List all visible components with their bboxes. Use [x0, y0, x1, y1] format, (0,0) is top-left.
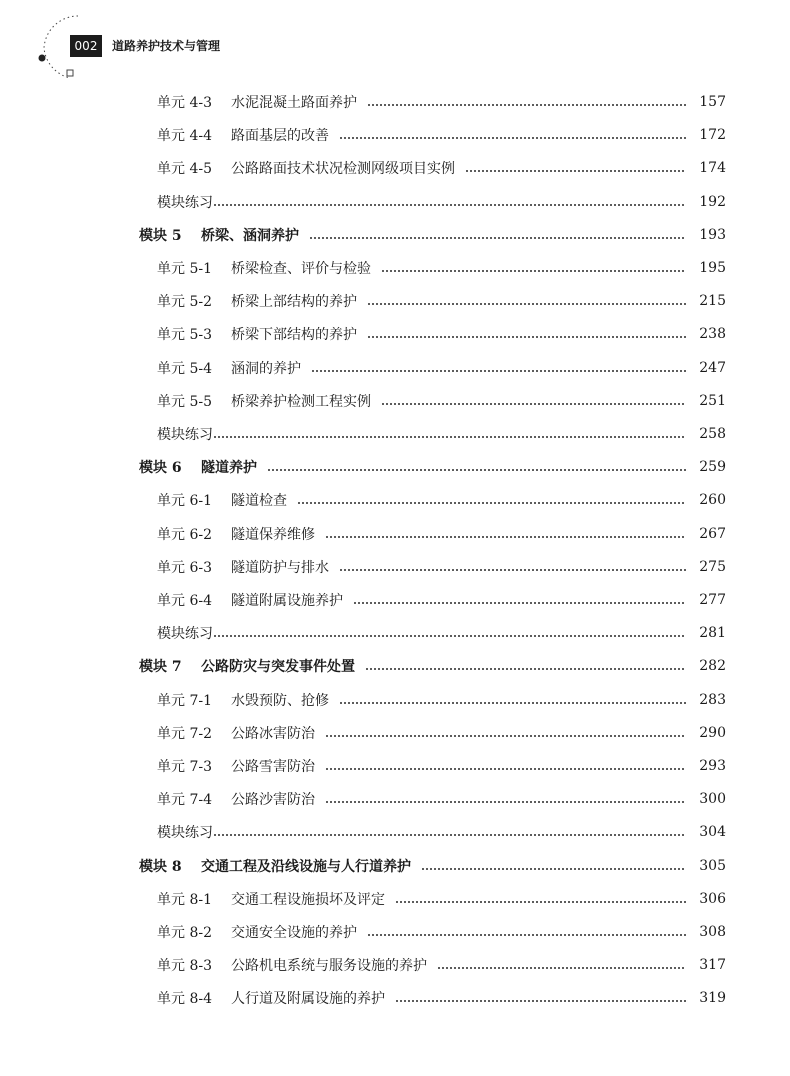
dot-leader [421, 868, 686, 870]
toc-unit-row[interactable] [0, 787, 790, 811]
toc-entry-title: 模块练习 [157, 194, 213, 211]
toc-entry-title: 公路机电系统与服务设施的养护 [231, 958, 427, 975]
toc-entry-page-number: 259 [699, 459, 726, 476]
toc-unit-row[interactable] [0, 555, 790, 579]
toc-entry-page-number: 174 [699, 160, 726, 177]
dot-leader [465, 170, 686, 172]
toc-entry-title: 隧道检查 [231, 493, 287, 510]
toc-entry-page-number: 306 [699, 890, 726, 907]
toc-entry-title: 隧道保养维修 [231, 526, 315, 543]
toc-entry-page-number: 281 [699, 625, 726, 642]
toc-entry-page-number: 251 [699, 392, 726, 409]
toc-entry-title: 人行道及附属设施的养护 [231, 991, 385, 1008]
toc-entry-title: 公路路面技术状况检测网级项目实例 [231, 161, 455, 178]
toc-entry-label [0, 756, 319, 776]
toc-entry-page-number: 192 [699, 193, 726, 210]
toc-module-row[interactable] [0, 654, 790, 678]
toc-entry-title: 模块练习 [157, 427, 213, 443]
dot-leader [213, 834, 686, 836]
toc-entry-label [0, 557, 333, 577]
dot-leader [267, 469, 686, 471]
dot-leader [395, 1000, 686, 1002]
toc-unit-row[interactable] [0, 986, 790, 1010]
dot-leader [339, 702, 686, 704]
toc-entry-label [0, 524, 319, 544]
toc-entry-number: 单元 5-5 [157, 393, 212, 410]
toc-entry-label [0, 590, 347, 610]
dot-leader [325, 536, 686, 538]
toc-exercise-row[interactable] [0, 422, 790, 446]
toc-exercise-row[interactable] [0, 820, 790, 844]
toc-entry-number: 单元 7-3 [157, 759, 212, 775]
toc-exercise-row[interactable] [0, 190, 790, 214]
toc-entry-label [0, 158, 459, 178]
dot-leader [367, 303, 686, 305]
toc-entry-number: 单元 5-1 [157, 261, 212, 277]
toc-module-row[interactable] [0, 455, 790, 479]
toc-entry-number: 单元 8-1 [157, 891, 212, 908]
toc-unit-row[interactable] [0, 522, 790, 546]
dot-leader [353, 602, 686, 604]
dot-leader [339, 569, 686, 571]
toc-entry-label [0, 258, 375, 278]
toc-entry-label [0, 723, 319, 743]
toc-entry-number: 单元 7-1 [157, 692, 212, 709]
toc-entry-label [0, 324, 361, 344]
toc-entry-page-number: 193 [699, 226, 726, 243]
dot-leader [213, 204, 686, 206]
toc-entry-page-number: 215 [699, 293, 726, 310]
toc-entry-number: 模块 7 [139, 659, 182, 676]
toc-entry-label [0, 922, 361, 942]
toc-entry-title: 隧道养护 [201, 460, 257, 477]
toc-entry-label [0, 490, 291, 510]
dot-leader [437, 967, 686, 969]
toc-entry-label [0, 690, 333, 710]
toc-unit-row[interactable] [0, 721, 790, 745]
toc-unit-row[interactable] [0, 920, 790, 944]
toc-module-row[interactable] [0, 854, 790, 878]
toc-entry-title: 水毁预防、抢修 [231, 692, 329, 709]
toc-unit-row[interactable] [0, 953, 790, 977]
toc-entry-title: 公路沙害防治 [231, 792, 315, 809]
toc-entry-title: 公路防灾与突发事件处置 [201, 659, 355, 676]
toc-unit-row[interactable] [0, 289, 790, 313]
toc-entry-label [0, 623, 213, 643]
toc-entry-page-number: 275 [699, 558, 726, 575]
toc-entry-title: 模块练习 [157, 825, 213, 842]
toc-entry-number: 单元 4-3 [157, 95, 212, 111]
dot-leader [325, 735, 686, 737]
dot-leader [395, 901, 686, 903]
toc-unit-row[interactable] [0, 322, 790, 346]
toc-entry-page-number: 305 [699, 857, 726, 874]
toc-entry-label [0, 125, 333, 145]
toc-unit-row[interactable] [0, 123, 790, 147]
toc-entry-title: 涵洞的养护 [231, 360, 301, 377]
toc-entry-number: 单元 4-5 [157, 161, 212, 178]
toc-entry-label [0, 424, 213, 444]
toc-entry-page-number: 195 [699, 260, 726, 276]
toc-entry-number: 单元 7-2 [157, 725, 212, 742]
toc-entry-page-number: 290 [699, 724, 726, 741]
toc-entry-number: 单元 8-3 [157, 958, 212, 975]
toc-entry-page-number: 157 [699, 94, 726, 110]
toc-entry-label [0, 789, 319, 809]
toc-unit-row[interactable] [0, 754, 790, 778]
toc-entry-page-number: 258 [699, 426, 726, 442]
toc-exercise-row[interactable] [0, 621, 790, 645]
toc-entry-label [0, 656, 359, 676]
toc-entry-page-number: 319 [699, 990, 726, 1007]
dot-leader [213, 635, 686, 637]
toc-entry-label [0, 856, 415, 876]
dot-leader [339, 137, 686, 139]
toc-entry-number: 单元 4-4 [157, 128, 212, 145]
toc-entry-page-number: 238 [699, 326, 726, 343]
toc-entry-page-number: 247 [699, 359, 726, 376]
toc-unit-row[interactable] [0, 389, 790, 413]
toc-entry-number: 单元 5-3 [157, 327, 212, 344]
dot-leader [367, 934, 686, 936]
dot-leader [381, 403, 686, 405]
toc-entry-title: 交通工程设施损坏及评定 [231, 891, 385, 908]
toc-entry-number: 单元 6-2 [157, 526, 212, 543]
toc-entry-page-number: 308 [699, 924, 726, 940]
toc-entry-number: 模块 5 [139, 227, 182, 244]
toc-unit-row[interactable] [0, 356, 790, 380]
toc-entry-label [0, 988, 389, 1008]
dot-leader [309, 237, 686, 239]
toc-entry-title: 交通安全设施的养护 [231, 925, 357, 941]
toc-entry-label [0, 92, 361, 112]
toc-entry-label [0, 291, 361, 311]
dot-leader [365, 668, 686, 670]
toc-entry-number: 单元 8-4 [157, 991, 212, 1008]
toc-entry-page-number: 283 [699, 691, 726, 708]
dot-leader [213, 436, 686, 438]
toc-entry-label [0, 889, 389, 909]
toc-entry-title: 水泥混凝土路面养护 [231, 95, 357, 111]
toc-entry-page-number: 293 [699, 758, 726, 774]
dot-leader [381, 270, 686, 272]
toc-entry-title: 模块练习 [157, 626, 213, 643]
toc-entry-number: 单元 7-4 [157, 792, 212, 809]
toc-entry-number: 单元 5-2 [157, 294, 212, 311]
toc-entry-label [0, 358, 305, 378]
dot-leader [325, 768, 686, 770]
toc-entry-title: 隧道防护与排水 [231, 559, 329, 576]
toc-entry-title: 公路冰害防治 [231, 725, 315, 742]
toc-entry-page-number: 317 [699, 957, 726, 974]
toc-entry-number: 单元 6-1 [157, 493, 212, 510]
toc-entry-number: 单元 8-2 [157, 925, 212, 941]
toc-entry-number: 单元 5-4 [157, 360, 212, 377]
dot-leader [367, 104, 686, 106]
toc-entry-page-number: 172 [699, 127, 726, 144]
toc-entry-number: 模块 8 [139, 858, 182, 875]
toc-unit-row[interactable] [0, 488, 790, 512]
dot-leader [367, 336, 686, 338]
toc-unit-row[interactable] [0, 156, 790, 180]
page-number-badge: 002 [70, 35, 102, 57]
toc-entry-page-number: 304 [699, 824, 726, 841]
toc-unit-row[interactable] [0, 90, 790, 114]
book-title: 道路养护技术与管理 [112, 39, 221, 53]
toc-unit-row[interactable] [0, 256, 790, 280]
toc-entry-label [0, 457, 261, 477]
toc-entry-number: 模块 6 [139, 460, 182, 477]
toc-module-row[interactable] [0, 223, 790, 247]
toc-entry-page-number: 277 [699, 592, 726, 608]
toc-entry-page-number: 282 [699, 658, 726, 675]
page-header [0, 0, 790, 90]
toc-entry-number: 单元 6-4 [157, 593, 212, 609]
toc-entry-title: 桥梁上部结构的养护 [231, 294, 357, 311]
dot-leader [297, 502, 686, 504]
toc-entry-title: 桥梁下部结构的养护 [231, 327, 357, 344]
dot-leader [311, 370, 686, 372]
toc-entry-number: 单元 6-3 [157, 559, 212, 576]
toc-entry-title: 隧道附属设施养护 [231, 593, 343, 609]
toc-entry-page-number: 260 [699, 492, 726, 509]
toc-entry-page-number: 267 [699, 525, 726, 542]
toc-entry-title: 路面基层的改善 [231, 128, 329, 145]
toc-entry-title: 桥梁检查、评价与检验 [231, 261, 371, 277]
toc-entry-label [0, 822, 213, 842]
toc-entry-label [0, 192, 213, 212]
toc-unit-row[interactable] [0, 887, 790, 911]
toc-entry-title: 公路雪害防治 [231, 759, 315, 775]
toc-entry-label [0, 391, 375, 411]
toc-unit-row[interactable] [0, 688, 790, 712]
toc-unit-row[interactable] [0, 588, 790, 612]
toc-entry-label [0, 225, 303, 245]
toc-entry-title: 桥梁、涵洞养护 [201, 227, 299, 244]
toc-entry-label [0, 955, 431, 975]
dot-leader [325, 801, 686, 803]
toc-entry-title: 交通工程及沿线设施与人行道养护 [201, 858, 411, 875]
toc-entry-page-number: 300 [699, 791, 726, 808]
toc-entry-title: 桥梁养护检测工程实例 [231, 393, 371, 410]
